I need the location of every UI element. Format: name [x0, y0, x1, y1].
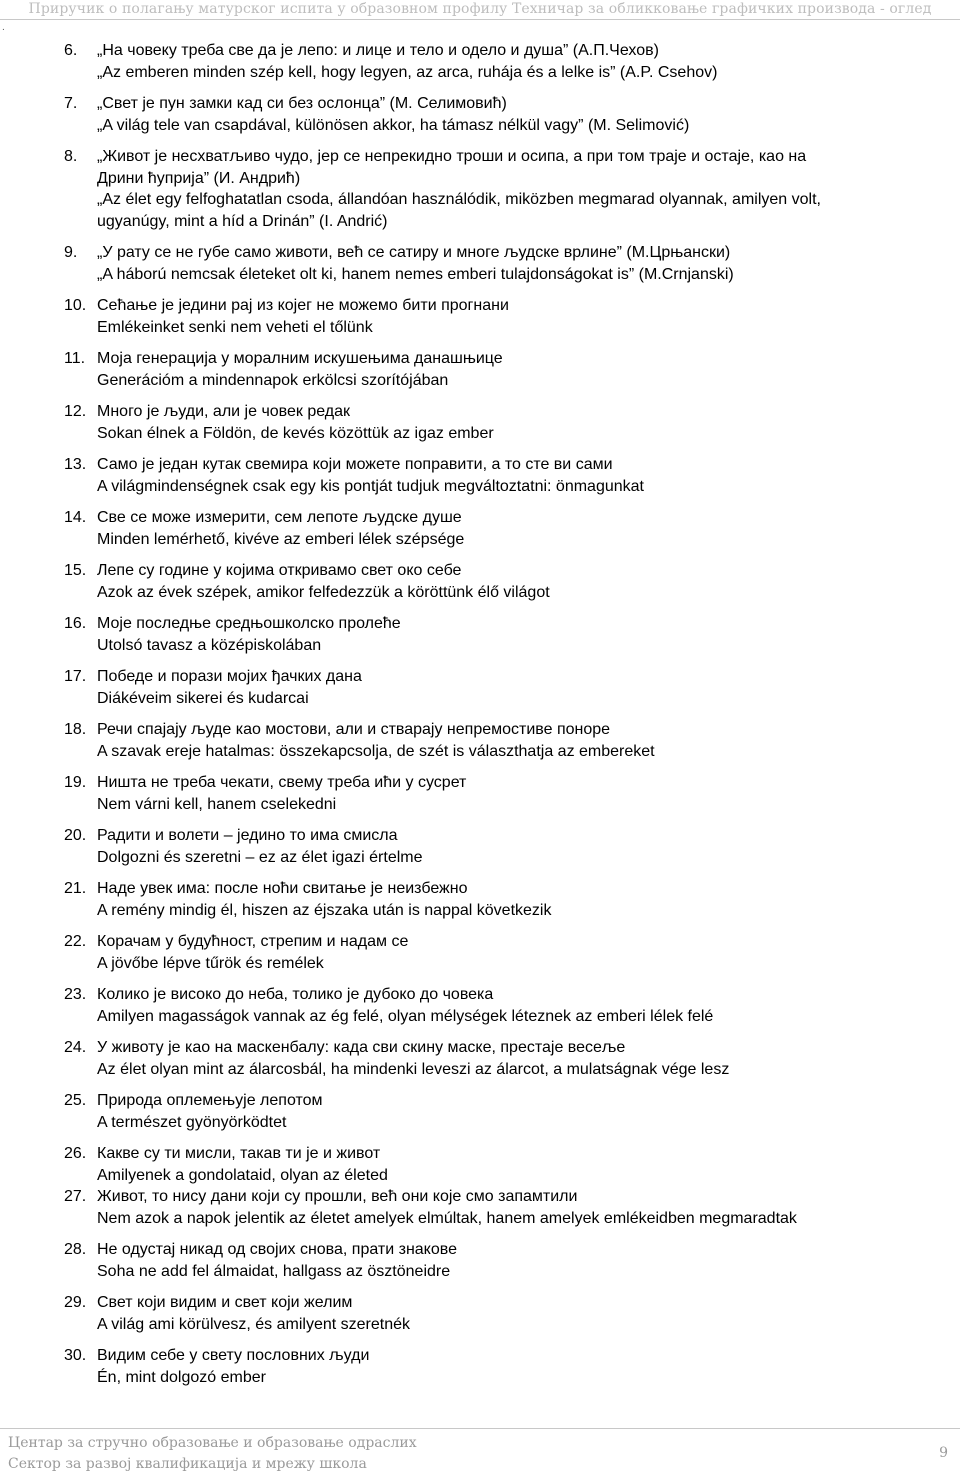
item-line: „Az emberen minden szép kell, hogy legyen, az arca, ruhája és a lelke is” (A.P. Csehov) — [97, 63, 718, 81]
list-item — [64, 1090, 944, 1133]
list-item — [64, 93, 944, 136]
page-number: 9 — [939, 1445, 948, 1461]
item-line: Minden lemérhető, kivéve az emberi lélek szépsége — [97, 530, 465, 548]
footer — [8, 1433, 417, 1475]
item-text — [97, 984, 944, 1027]
item-line: Amilyenek a gondolataid, olyan az életed — [97, 1166, 388, 1184]
item-line: Наде увек има: после ноћи свитање је неизбежно — [97, 880, 468, 897]
item-text — [97, 146, 944, 232]
item-line: Победе и порази мојих ђачких дана — [97, 668, 362, 685]
item-text — [97, 93, 944, 136]
item-text — [97, 507, 944, 550]
topic-list — [64, 40, 944, 1398]
list-item — [64, 719, 944, 762]
item-text — [97, 242, 944, 285]
item-line: ugyanúgy, mint a híd a Drinán” (I. Andrić) — [97, 212, 388, 230]
item-number: 30. — [64, 1347, 87, 1364]
item-line: Какве су ти мисли, такав ти је и живот — [97, 1145, 381, 1162]
item-line: „Живот је несхватљиво чудо, јер се непрекидно троши и осипа, а при том траје и остаје, као на — [97, 148, 807, 165]
item-line: Nem várni kell, hanem cselekedni — [97, 795, 337, 813]
item-number: 26. — [64, 1145, 87, 1162]
item-number: 19. — [64, 774, 87, 791]
item-text — [97, 295, 944, 338]
list-item — [64, 40, 944, 83]
item-number: 24. — [64, 1039, 87, 1056]
list-item — [64, 613, 944, 656]
list-item — [64, 1037, 944, 1080]
footer-sector: Сектор за развој квалификација и мрежу школа — [8, 1456, 367, 1472]
item-number: 6. — [64, 42, 78, 59]
item-line: A szavak ereje hatalmas: összekapcsolja, de szét is választhatja az embereket — [97, 742, 655, 760]
item-line: Dolgozni és szeretni – ez az élet igazi értelme — [97, 848, 423, 866]
list-item — [64, 984, 944, 1027]
list-item — [64, 1143, 944, 1186]
item-number: 27. — [64, 1188, 87, 1205]
list-item — [64, 242, 944, 285]
item-text — [97, 348, 944, 391]
item-line: Сећање је једини рај из којег не можемо бити прогнани — [97, 297, 509, 314]
list-item — [64, 1345, 944, 1388]
item-number: 17. — [64, 668, 87, 685]
item-text — [97, 40, 944, 83]
item-line: Ништа не треба чекати, свему треба ићи у сусрет — [97, 774, 467, 791]
item-line: Само је један кутак свемира који можете поправити, а то сте ви сами — [97, 456, 613, 473]
item-line: Лепе су године у којима откривамо свет око себе — [97, 562, 462, 579]
item-number: 23. — [64, 986, 87, 1003]
item-text — [97, 1292, 944, 1335]
running-header: Приручик о полагању матурског испита у образовном профилу Техничар за обликковање графичких производа - оглед — [28, 1, 932, 17]
item-line: Корачам у будућност, стрепим и надам се — [97, 933, 409, 950]
item-text — [97, 719, 944, 762]
item-line: A remény mindig él, hiszen az éjszaka után is nappal következik — [97, 901, 552, 919]
item-line: Diákéveim sikerei és kudarcai — [97, 689, 309, 707]
list-item — [64, 666, 944, 709]
item-line: Видим себе у свету пословних људи — [97, 1347, 370, 1364]
item-line: Природа оплемењује лепотом — [97, 1092, 323, 1109]
item-text — [97, 401, 944, 444]
item-number: 16. — [64, 615, 87, 632]
item-text — [97, 1143, 944, 1186]
footer-institution: Центар за стручно образовање и образовање одраслих — [8, 1435, 417, 1451]
footer-divider — [0, 1428, 960, 1429]
item-line: „A háború nemcsak életeket olt ki, hanem nemes emberi tulajdonságokat is” (M.Crnjanski) — [97, 265, 734, 283]
item-line: Amilyen magasságok vannak az ég felé, olyan mélységek léteznek az emberi lélek felé — [97, 1007, 714, 1025]
list-item — [64, 1239, 944, 1282]
item-line: Речи спајају људе као мостови, али и стварају непремостиве поноре — [97, 721, 611, 738]
item-line: Дрини ћуприја” (И. Андрић) — [97, 169, 301, 187]
item-text — [97, 772, 944, 815]
item-number: 18. — [64, 721, 87, 738]
list-item — [64, 825, 944, 868]
item-number: 12. — [64, 403, 87, 420]
item-text — [97, 1037, 944, 1080]
item-number: 11. — [64, 350, 86, 367]
list-item — [64, 348, 944, 391]
item-line: „Свет је пун замки кад си без ослонца” (М. Селимовић) — [97, 95, 507, 112]
item-line: Emlékeinket senki nem veheti el tőlünk — [97, 318, 373, 336]
item-number: 10. — [64, 297, 87, 314]
item-line: „Az élet egy felfoghatatlan csoda, állandóan használódik, miközben megmarad olyannak, amilyen volt, — [97, 191, 821, 208]
item-line: Generációm a mindennapok erkölcsi szorítójában — [97, 371, 449, 389]
item-number: 29. — [64, 1294, 87, 1311]
list-item — [64, 146, 944, 232]
item-line: A természet gyönyörködtet — [97, 1113, 287, 1131]
item-number: 25. — [64, 1092, 87, 1109]
item-number: 21. — [64, 880, 87, 897]
item-line: Az élet olyan mint az álarcosbál, ha mindenki leveszi az álarcot, a mulatságnak vége lesz — [97, 1060, 730, 1078]
item-number: 13. — [64, 456, 87, 473]
item-text — [97, 666, 944, 709]
item-number: 14. — [64, 509, 87, 526]
item-line: „A világ tele van csapdával, különösen akkor, ha támasz nélkül vagy” (M. Selimović) — [97, 116, 690, 134]
item-text — [97, 454, 944, 497]
item-line: A jövőbe lépve tűrök és remélek — [97, 954, 324, 972]
item-number: 22. — [64, 933, 87, 950]
list-item — [64, 772, 944, 815]
item-text — [97, 878, 944, 921]
item-text — [97, 931, 944, 974]
item-number: 9. — [64, 244, 78, 261]
item-text — [97, 613, 944, 656]
item-line: Све се може измерити, сем лепоте људске душе — [97, 509, 462, 526]
item-text — [97, 1239, 944, 1282]
item-number: 8. — [64, 148, 78, 165]
list-item — [64, 454, 944, 497]
item-number: 7. — [64, 95, 78, 112]
item-number: 15. — [64, 562, 87, 579]
item-line: Sokan élnek a Földön, de kevés közöttük az igaz ember — [97, 424, 494, 442]
item-text — [97, 560, 944, 603]
item-line: Soha ne add fel álmaidat, hallgass az ösztöneidre — [97, 1262, 451, 1280]
item-line: Много је људи, али је човек редак — [97, 403, 351, 420]
item-line: Nem azok a napok jelentik az életet amelyek elmúltak, hanem amelyek emlékeidben megmaradtak — [97, 1209, 797, 1227]
item-text — [97, 1090, 944, 1133]
item-line: „На човеку треба све да је лепо: и лице и тело и одело и душа” (А.П.Чехов) — [97, 42, 659, 59]
item-line: Моје последње средњошколско пролеће — [97, 615, 401, 632]
item-line: Свет који видим и свет који желим — [97, 1294, 353, 1311]
item-line: A világmindenségnek csak egy kis pontját tudjuk megváltoztatni: önmagunkat — [97, 477, 644, 495]
list-item — [64, 507, 944, 550]
list-item — [64, 295, 944, 338]
item-line: Моја генерација у моралним искушењима данашњице — [97, 350, 503, 367]
list-item — [64, 931, 944, 974]
item-line: Utolsó tavasz a középiskolában — [97, 636, 322, 654]
item-text — [97, 1186, 944, 1229]
item-line: Живот, то нису дани који су прошли, већ они које смо запамтили — [97, 1188, 578, 1205]
item-line: Azok az évek szépek, amikor felfedezzük a köröttünk élő világot — [97, 583, 550, 601]
item-line: Не одустај никад од својих снова, прати знакове — [97, 1241, 457, 1258]
item-number: 28. — [64, 1241, 87, 1258]
item-text — [97, 1345, 944, 1388]
item-line: Радити и волети – једино то има смисла — [97, 827, 398, 844]
list-item — [64, 1186, 944, 1229]
item-line: Én, mint dolgozó ember — [97, 1368, 266, 1386]
item-line: Колико је високо до неба, толико је дубоко до човека — [97, 986, 494, 1003]
item-number: 20. — [64, 827, 87, 844]
header-divider — [0, 19, 960, 20]
item-line: У животу је као на маскенбалу: када сви скину маске, престаје весеље — [97, 1039, 626, 1056]
list-item — [64, 401, 944, 444]
page-mark: . — [2, 22, 5, 33]
list-item — [64, 878, 944, 921]
list-item — [64, 1292, 944, 1335]
item-line: „У рату се не губе само животи, већ се сатиру и многе људске врлине” (М.Црњански) — [97, 244, 731, 261]
item-text — [97, 825, 944, 868]
list-item — [64, 560, 944, 603]
item-line: A világ ami körülvesz, és amilyent szeretnék — [97, 1315, 411, 1333]
